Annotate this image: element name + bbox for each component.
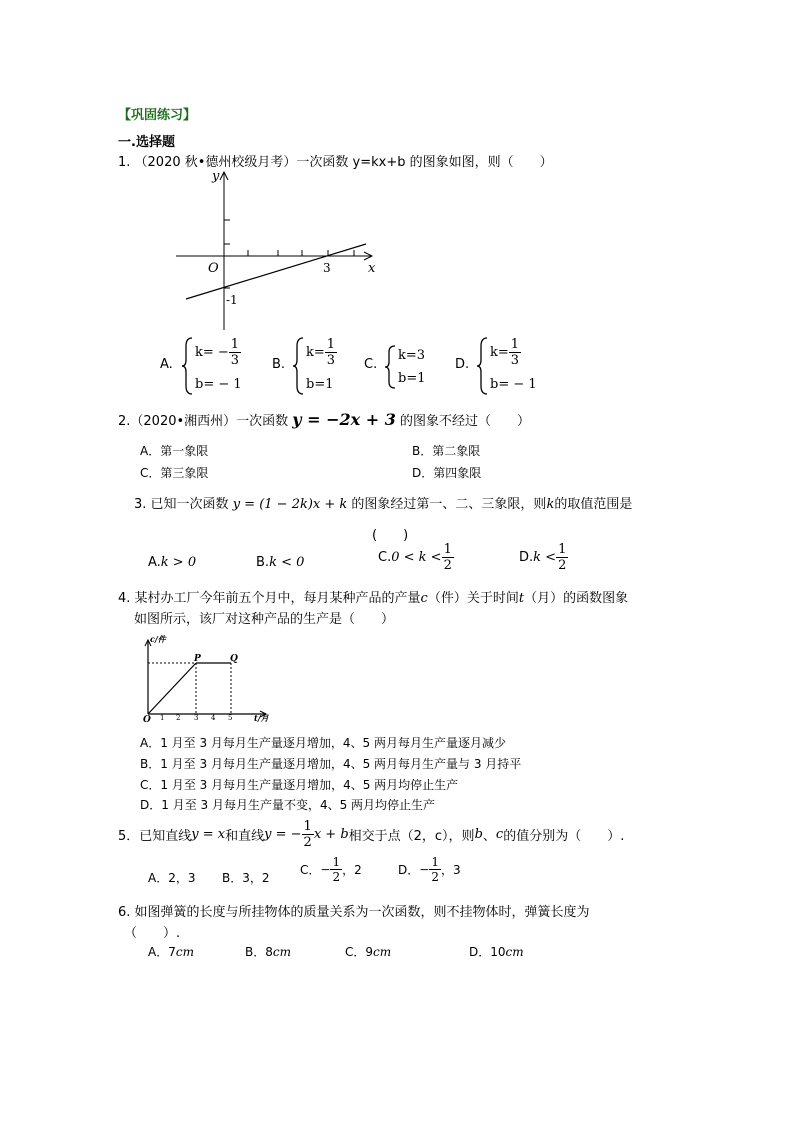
q1-y-label: y [212, 169, 220, 184]
q4-graph [136, 632, 276, 722]
q4-tick-3: 3 [194, 714, 199, 722]
q1-option-b-b: b=1 [306, 377, 334, 392]
q1-x-tick-label: 3 [323, 261, 331, 275]
q3-paren: ( ) [372, 528, 409, 543]
q4-tick-2: 2 [176, 714, 181, 722]
q4-tick-5: 5 [228, 714, 233, 722]
q6-option-b[interactable]: B．8cm [245, 945, 291, 959]
q6-option-d[interactable]: D．10cm [469, 945, 524, 959]
q2-option-d[interactable]: D．第四象限 [412, 466, 482, 480]
q2-option-a[interactable]: A．第一象限 [140, 444, 209, 458]
q1-x-label: x [368, 261, 376, 276]
q3-option-a[interactable]: A.k > 0 [148, 555, 197, 570]
q1-option-a-b: b= − 1 [195, 377, 242, 392]
q1-option-d-brace [477, 336, 489, 396]
q1-stem: 1. （2020 秋•德州校级月考）一次函数 y=kx+b 的图象如图，则（ ） [118, 155, 553, 170]
q1-option-a-letter[interactable]: A. [160, 357, 173, 372]
q6-stem-line1: 6. 如图弹簧的长度与所挂物体的质量关系为一次函数，则不挂物体时，弹簧长度为 [118, 905, 590, 920]
q2-formula: y = −2x + 3 [292, 410, 396, 429]
q3-option-d[interactable]: D.k < $\frac{1}{2}$ [519, 542, 567, 573]
q6-option-a[interactable]: A．7cm [148, 945, 194, 959]
q4-option-a[interactable]: A．1 月至 3 月每月生产量逐月增加，4、5 两月每月生产量逐月减少 [140, 736, 507, 750]
q3-option-b[interactable]: B.k < 0 [256, 555, 305, 570]
q4-point-p: P [194, 654, 201, 664]
q2-stem: 2.（2020•湘西州）一次函数 y = −2x + 3 的图象不经过（ ） [118, 410, 531, 429]
q1-option-c-letter[interactable]: C. [364, 357, 378, 372]
q4-stem-line1: 4. 某村办工厂今年前五个月中，每月某种产品的产量c（件）关于时间t（月）的函数图象 [118, 591, 629, 606]
q4-tick-1: 1 [160, 714, 165, 722]
q3-option-c[interactable]: C.0 < k < $\frac{1}{2}$ [378, 542, 452, 573]
q4-option-b[interactable]: B．1 月至 3 月每月生产量逐月增加，4、5 两月每月生产量与 3 月持平 [140, 757, 522, 771]
q1-option-d-b: b= − 1 [490, 377, 537, 392]
q5-option-c[interactable]: C．− $\frac{1}{2}$ ，2 [300, 855, 362, 884]
q1-option-c-b: b=1 [398, 371, 426, 386]
q1-option-d-k: k= $\frac{1}{3}$ [490, 337, 520, 368]
q4-option-c[interactable]: C．1 月至 3 月每月生产量逐月增加，4、5 两月均停止生产 [140, 778, 459, 792]
q4-x-label: t/月 [254, 713, 269, 722]
q2-option-c[interactable]: C．第三象限 [140, 466, 209, 480]
q4-point-q: Q [230, 654, 238, 664]
q1-origin-label: O [208, 261, 219, 276]
q1-y-tick-label: -1 [226, 293, 238, 307]
q5-stem: 5．已知直线y = x和直线y = − $\frac{1}{2}$ x + b相交于点（2，c），则b、c的值分别为（ ）. [118, 819, 625, 850]
q1-option-b-k: k= $\frac{1}{3}$ [306, 337, 336, 368]
q4-tick-4: 4 [211, 714, 216, 722]
q1-option-a-k: k= − $\frac{1}{3}$ [195, 337, 240, 368]
q1-option-b-letter[interactable]: B. [272, 357, 286, 372]
q4-y-label: c/件 [150, 634, 166, 644]
q5-option-b[interactable]: B．3，2 [222, 871, 270, 885]
q5-option-d[interactable]: D．− $\frac{1}{2}$ ，3 [398, 855, 461, 884]
q5-option-a[interactable]: A．2，3 [148, 871, 196, 885]
part-heading: 一.选择题 [118, 135, 175, 150]
q4-stem-line2: 如图所示，该厂对这种产品的生产是（ ） [134, 612, 395, 627]
q3-stem: 3. 已知一次函数 y = (1 − 2k)x + k 的图象经过第一、二、三象限，则k的取值范围是 [134, 497, 633, 512]
q1-option-a-brace [182, 336, 194, 396]
section-title: 【巩固练习】 [118, 108, 197, 123]
q1-option-c-k: k=3 [398, 348, 426, 363]
q4-origin-label: O [143, 715, 151, 722]
q1-option-b-brace [293, 336, 305, 396]
q6-option-c[interactable]: C．9cm [345, 945, 392, 959]
q6-stem-line2: （ ）. [124, 926, 181, 941]
q4-option-d[interactable]: D．1 月至 3 月每月生产量不变，4、5 两月均停止生产 [140, 798, 436, 812]
q1-option-c-brace [385, 344, 397, 390]
q1-option-d-letter[interactable]: D. [455, 357, 470, 372]
q2-option-b[interactable]: B．第二象限 [412, 444, 481, 458]
q3-formula: y = (1 − 2k)x + k [232, 497, 348, 512]
q1-graph [170, 166, 390, 336]
